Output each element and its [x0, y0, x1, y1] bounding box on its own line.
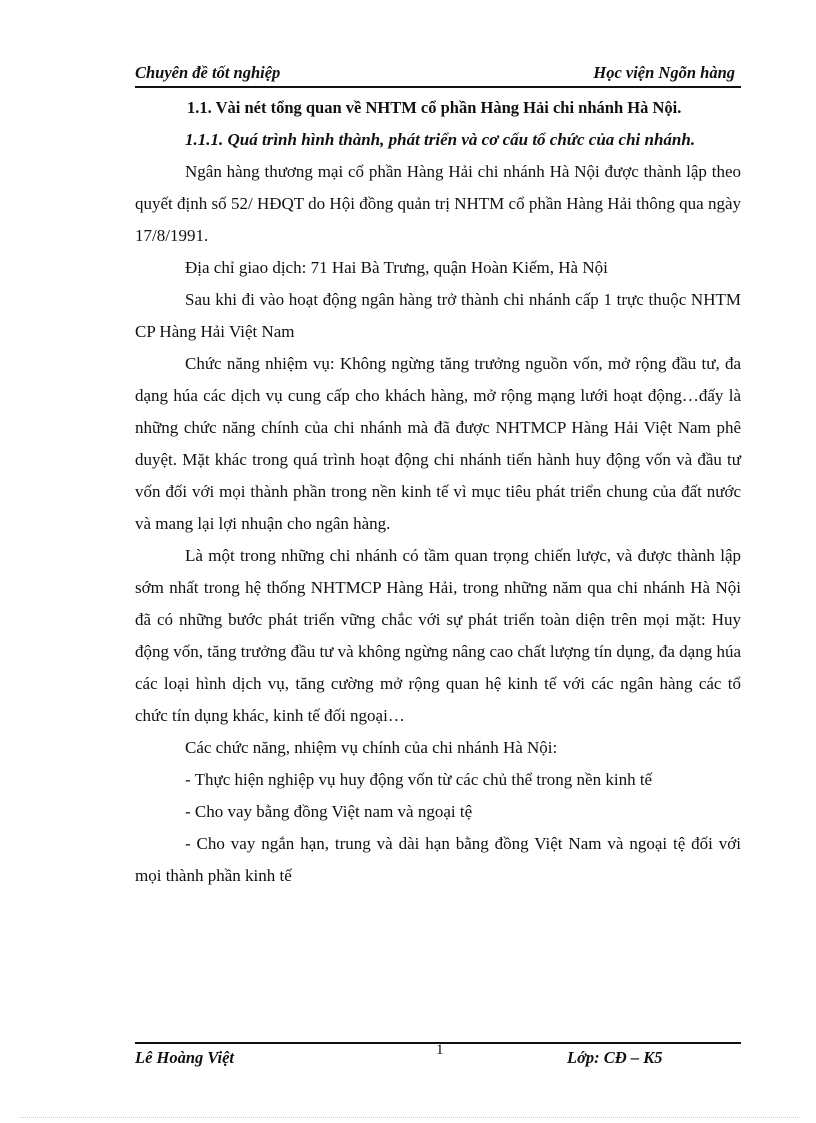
page-footer	[135, 1042, 741, 1074]
paragraph-main-tasks-intro: Các chức năng, nhiệm vụ chính của chi nhánh Hà Nội:	[185, 738, 558, 757]
header-institution: Học viện Ngõn hàng	[593, 63, 735, 82]
page-header	[135, 60, 741, 88]
paragraph-branch-level: Sau khi đi vào hoạt động ngân hàng trở thành chi nhánh cấp 1 trực thuộc NHTM CP Hàng Hải Việt Nam	[135, 290, 741, 341]
list-item-loans-terms: - Cho vay ngắn hạn, trung và dài hạn bằng đồng Việt Nam và ngoại tệ đối với mọi thành phần kinh tế	[135, 834, 741, 885]
page-number: 1	[436, 1042, 444, 1058]
footer-class: Lớp: CĐ – K5	[567, 1048, 663, 1067]
paragraph-establishment: Ngân hàng thương mại cổ phần Hàng Hải chi nhánh Hà Nội được thành lập theo quyết định số 52/ HĐQT do Hội đồng quản trị NHTM cổ phần Hàng Hải thông qua ngày 17/8/1991.	[135, 162, 741, 245]
paragraph-strategic-role: Là một trong những chi nhánh có tầm quan trọng chiến lược, và được thành lập sớm nhất trong hệ thống NHTMCP Hàng Hải, trong những năm qua chi nhánh Hà Nội đã có những bước phát triển vững chắc với sự phát triển toàn diện trên mọi mặt: Huy động vốn, tăng trưởng đầu tư và không ngừng nâng cao chất lượng tín dụng, đa dạng húa các loại hình dịch vụ, tăng cường mở rộng quan hệ kinh tế với các ngân hàng các tổ chức tín dụng khác, kinh tế đối ngoại…	[135, 546, 741, 725]
list-item-loans-currency: - Cho vay bằng đồng Việt nam và ngoại tệ	[185, 802, 473, 821]
list-item-deposits: - Thực hiện nghiệp vụ huy động vốn từ các chủ thể trong nền kinh tế	[185, 770, 653, 789]
section-heading: 1.1. Vài nét tổng quan về NHTM cổ phần Hàng Hải chi nhánh Hà Nội.	[187, 98, 682, 117]
footer-author: Lê Hoàng Việt	[135, 1048, 234, 1067]
document-body	[135, 92, 741, 892]
header-thesis-title: Chuyên đề tốt nghiệp	[135, 63, 281, 82]
paragraph-address: Địa chỉ giao dịch: 71 Hai Bà Trưng, quận Hoàn Kiếm, Hà Nội	[185, 258, 608, 277]
subsection-heading: 1.1.1. Quá trình hình thành, phát triển và cơ cấu tổ chức của chi nhánh.	[185, 130, 696, 149]
paragraph-functions: Chức năng nhiệm vụ: Không ngừng tăng trưởng nguồn vốn, mở rộng đầu tư, đa dạng húa các dịch vụ cung cấp cho khách hàng, mở rộng mạng lưới hoạt động…đấy là những chức năng chính của chi nhánh mà đã được NHTMCP Hàng Hải Việt Nam phê duyệt. Mặt khác trong quá trình hoạt động chi nhánh tiến hành huy động vốn và đầu tư vốn đối với mọi thành phần trong nền kinh tế vì mục tiêu phát triển chung của đất nước và mang lại lợi nhuận cho ngân hàng.	[135, 354, 741, 533]
page-bottom-divider	[20, 1117, 800, 1118]
